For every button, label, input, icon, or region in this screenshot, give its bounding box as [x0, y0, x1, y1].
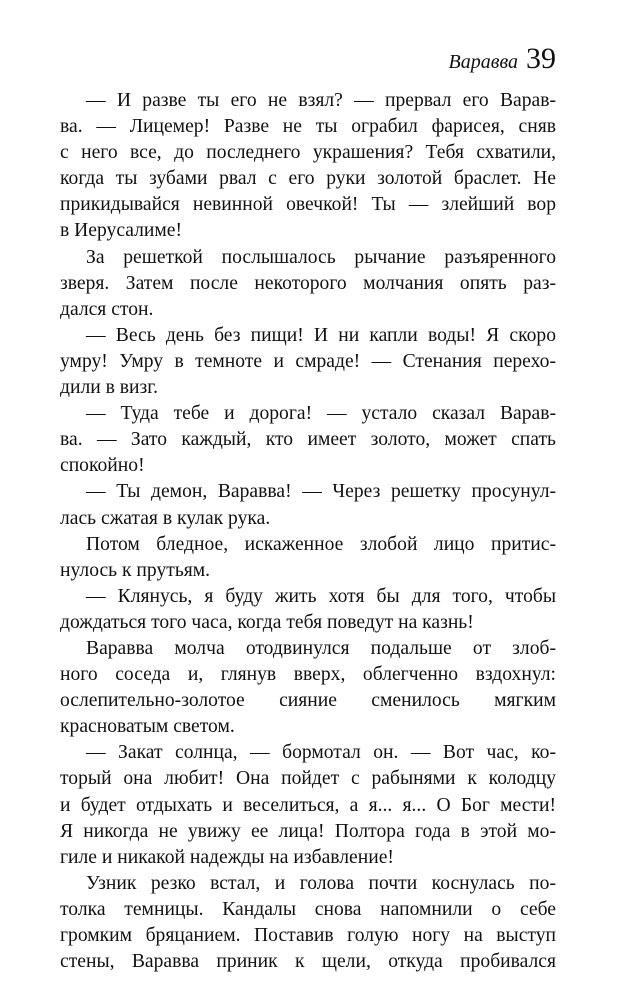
- text-line: — Клянусь, я буду жить хотя бы для того, чтобы: [86, 585, 556, 607]
- text-line: умру! Умру в темноте и смраде! — Стенания перехо-: [60, 350, 556, 372]
- page-number: 39: [526, 42, 556, 75]
- text-line: в Иерусалиме!: [60, 220, 183, 242]
- running-head: [60, 42, 556, 76]
- text-line: — Закат солнца, — бормотал он. — Вот час, ко-: [86, 742, 556, 764]
- text-line: гиле и никакой надежды на избавление!: [60, 846, 394, 868]
- text-line: Узник резко встал, и голова почти коснулась по-: [86, 872, 556, 894]
- text-line: — Ты демон, Варавва! — Через решетку просунул-: [86, 481, 556, 503]
- text-line: дили в визг.: [60, 377, 158, 399]
- text-line: За решеткой послышалось рычание разъяренного: [86, 246, 556, 268]
- text-line: красноватым светом.: [60, 716, 235, 738]
- text-line: спокойно!: [60, 455, 145, 477]
- text-line: лась сжатая в кулак рука.: [60, 507, 271, 529]
- text-line: торый она любит! Она пойдет с рабынями к колодцу: [60, 768, 556, 790]
- text-line: когда ты зубами рвал с его руки золотой браслет. Не: [60, 168, 556, 190]
- text-line: дался стон.: [60, 298, 154, 320]
- text-line: ва. — Лицемер! Разве не ты ограбил фарисея, сняв: [60, 116, 556, 138]
- text-line: громким бряцанием. Поставив голую ногу на выступ: [60, 925, 556, 946]
- text-line: зверя. Затем после некоторого молчания опять раз-: [60, 272, 556, 294]
- text-line: — И разве ты его не взял? — прервал его Варав-: [86, 90, 556, 111]
- text-line: Потом бледное, искаженное злобой лицо притис-: [86, 533, 556, 555]
- text-line: Я никогда не увижу ее лица! Полтора года в этой мо-: [60, 820, 556, 842]
- text-line: с него все, до последнего украшения? Тебя схватили,: [60, 142, 556, 164]
- text-line: ослепительно-золотое сияние сменилось мягким: [60, 690, 556, 712]
- text-line: дождаться того часа, когда тебя поведут на казнь!: [60, 611, 474, 633]
- text-line: толка темницы. Кандалы снова напомнили о себе: [60, 898, 556, 920]
- body-text: [60, 88, 556, 975]
- text-line: стены, Варавва приник к щели, откуда пробивался: [60, 951, 556, 973]
- text-line: ва. — Зато каждый, кто имеет золото, может спать: [60, 429, 556, 451]
- running-head-title: Варавва: [448, 51, 518, 73]
- text-line: Варавва молча отодвинулся подальше от злоб-: [86, 637, 556, 659]
- text-line: нулось к прутьям.: [60, 559, 211, 581]
- text-line: — Весь день без пищи! И ни капли воды! Я скоро: [86, 324, 556, 346]
- text-line: прикидывайся невинной овечкой! Ты — злейший вор: [60, 194, 556, 216]
- text-line: — Туда тебе и дорога! — устало сказал Варав-: [86, 403, 556, 425]
- text-line: ного соседа и, глянув вверх, облегченно вздохнул:: [60, 664, 556, 686]
- text-line: и будет отдыхать и веселиться, а я... я... О Бог мести!: [60, 794, 556, 816]
